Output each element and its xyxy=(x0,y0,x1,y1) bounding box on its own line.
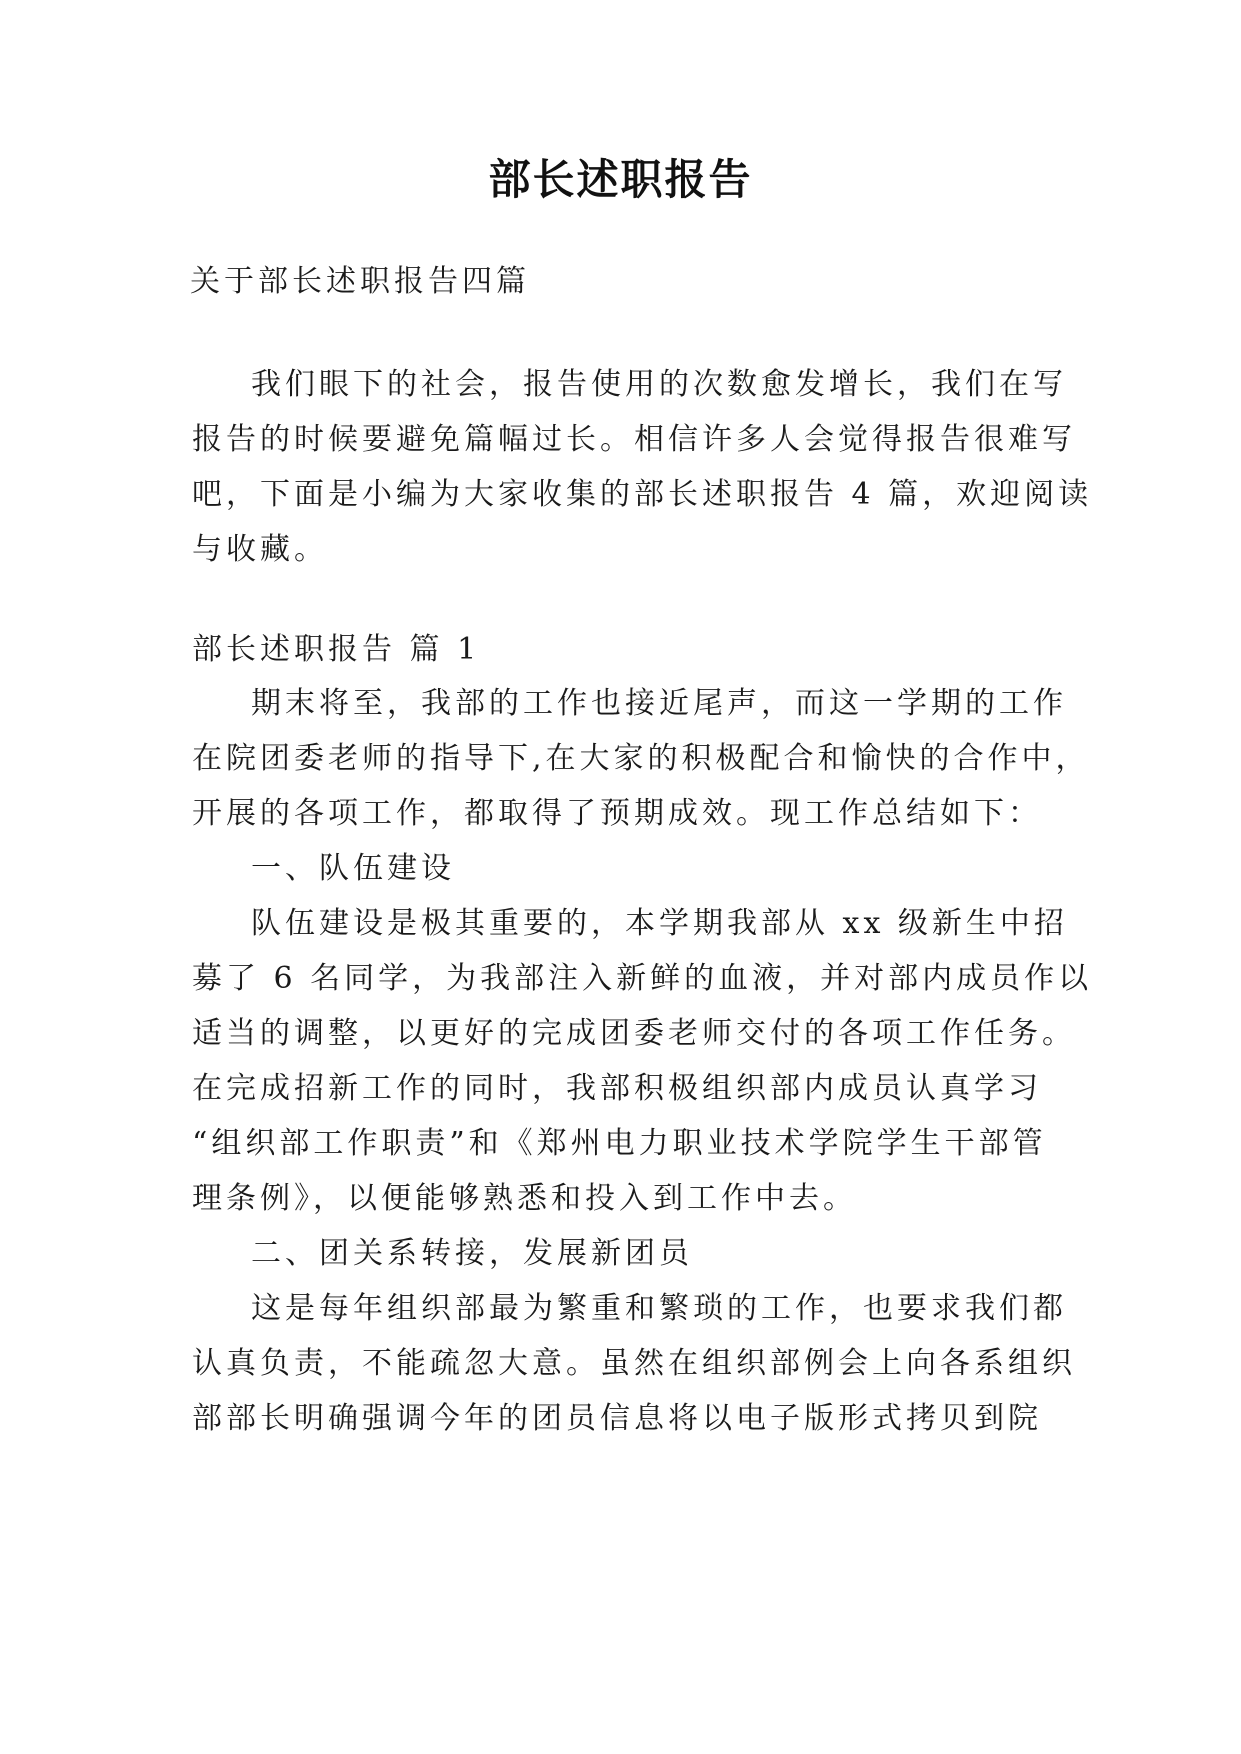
intro-line: 报告的时候要避免篇幅过长。相信许多人会觉得报告很难写 xyxy=(192,422,1076,457)
intro-line: 吧，下面是小编为大家收集的部长述职报告 4 篇，欢迎阅读 xyxy=(192,477,1093,512)
intro-line: 与收藏。 xyxy=(192,532,328,567)
intro-line: 我们眼下的社会，报告使用的次数愈发增长，我们在写 xyxy=(251,367,1067,402)
document-title: 部长述职报告 xyxy=(488,155,753,204)
body-line: 开展的各项工作，都取得了预期成效。现工作总结如下： xyxy=(192,796,1042,831)
body-line: “组织部工作职责”和《郑州电力职业技术学院学生干部管 xyxy=(192,1126,1047,1161)
body-line: 在完成招新工作的同时，我部积极组织部内成员认真学习 xyxy=(192,1071,1042,1106)
body-subheading: 二、团关系转接，发展新团员 xyxy=(251,1236,693,1271)
document-subtitle: 关于部长述职报告四篇 xyxy=(190,264,530,299)
section-heading: 部长述职报告 篇 1 xyxy=(192,632,481,667)
body-line: 队伍建设是极其重要的，本学期我部从 xx 级新生中招 xyxy=(251,906,1068,941)
body-line: 认真负责，不能疏忽大意。虽然在组织部例会上向各系组织 xyxy=(192,1346,1076,1381)
body-line: 这是每年组织部最为繁重和繁琐的工作，也要求我们都 xyxy=(251,1291,1067,1326)
body-line: 募了 6 名同学，为我部注入新鲜的血液，并对部内成员作以 xyxy=(192,961,1093,996)
body-line: 适当的调整，以更好的完成团委老师交付的各项工作任务。 xyxy=(192,1016,1076,1051)
body-subheading: 一、队伍建设 xyxy=(251,851,455,886)
body-line: 部部长明确强调今年的团员信息将以电子版形式拷贝到院 xyxy=(192,1401,1042,1436)
body-line: 理条例》，以便能够熟悉和投入到工作中去。 xyxy=(192,1181,857,1216)
body-line: 期末将至，我部的工作也接近尾声，而这一学期的工作 xyxy=(251,686,1067,721)
body-line: 在院团委老师的指导下,在大家的积极配合和愉快的合作中， xyxy=(192,741,1090,776)
